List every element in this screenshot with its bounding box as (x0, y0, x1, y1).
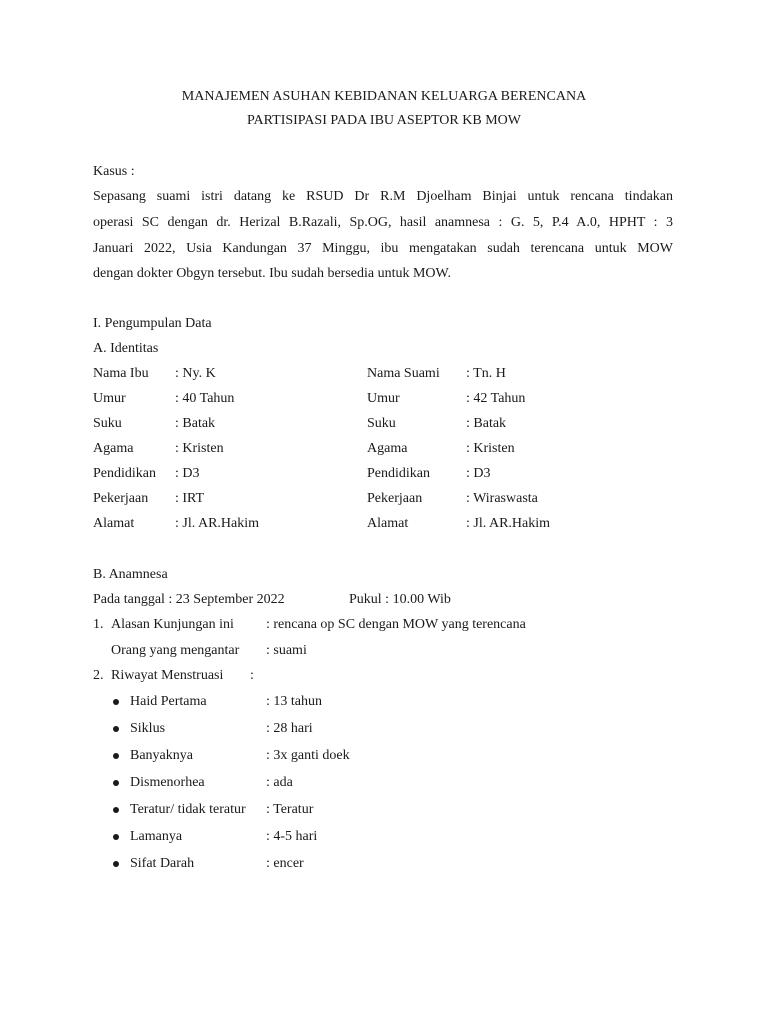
list-item-value: : 13 tahun (266, 694, 322, 709)
ibu-label: Umur (93, 391, 126, 406)
list-item-label: Sifat Darah (130, 856, 195, 871)
ibu-value: : IRT (175, 491, 205, 506)
kasus-line-4: dengan dokter Obgyn tersebut. Ibu sudah bersedia untuk MOW. (93, 266, 451, 281)
ibu-label: Pekerjaan (93, 491, 149, 506)
kasus-heading: Kasus : (93, 164, 135, 179)
suami-value: : Tn. H (466, 366, 506, 381)
list-item-label: Haid Pertama (130, 694, 207, 709)
suami-label: Pendidikan (367, 466, 430, 481)
suami-value: : Wiraswasta (466, 491, 538, 506)
bullet-icon (113, 834, 119, 840)
ibu-label: Pendidikan (93, 466, 156, 481)
list-item-value: : 4-5 hari (266, 829, 318, 844)
pengantar-value: : suami (266, 643, 307, 658)
list-item-value: : 28 hari (266, 721, 313, 736)
list-item-value: : encer (266, 856, 304, 871)
bullet-icon (113, 699, 119, 705)
ibu-label: Alamat (93, 516, 135, 531)
suami-label: Nama Suami (367, 366, 440, 381)
suami-label: Suku (367, 416, 396, 431)
suami-label: Agama (367, 441, 408, 456)
menstruasi-colon: : (250, 668, 254, 683)
bullet-icon (113, 807, 119, 813)
suami-label: Umur (367, 391, 400, 406)
list-item-value: : Teratur (266, 802, 314, 817)
anamnesa-heading: B. Anamnesa (93, 567, 168, 582)
suami-value: : Batak (466, 416, 507, 431)
alasan-label: Alasan Kunjungan ini (111, 617, 234, 632)
identitas-heading: A. Identitas (93, 341, 159, 356)
suami-label: Alamat (367, 516, 409, 531)
pukul-text: Pukul : 10.00 Wib (349, 592, 451, 607)
ibu-value: : Ny. K (175, 366, 216, 381)
title-line-1: MANAJEMEN ASUHAN KEBIDANAN KELUARGA BERENCANA (181, 89, 587, 104)
title-line-2: PARTISIPASI PADA IBU ASEPTOR KB MOW (247, 113, 521, 128)
section-heading: I. Pengumpulan Data (93, 316, 212, 331)
list-item-label: Teratur/ tidak teratur (130, 802, 246, 817)
bullet-icon (113, 726, 119, 732)
pengantar-label: Orang yang mengantar (111, 643, 240, 658)
ibu-label: Nama Ibu (93, 366, 149, 381)
tanggal-text: Pada tanggal : 23 September 2022 (93, 592, 285, 607)
menstruasi-label: Riwayat Menstruasi (111, 668, 224, 683)
ibu-value: : D3 (175, 466, 200, 481)
suami-value: : Kristen (466, 441, 515, 456)
kasus-line-2: operasi SC dengan dr. Herizal B.Razali, Sp.OG, hasil anamnesa : G. 5, P.4 A.0, HPHT : 3 (93, 215, 673, 230)
ibu-value: : Jl. AR.Hakim (175, 516, 260, 531)
kasus-line-3: Januari 2022, Usia Kandungan 37 Minggu, ibu mengatakan sudah terencana untuk MOW (93, 241, 673, 256)
suami-value: : 42 Tahun (466, 391, 526, 406)
list-item-label: Dismenorhea (130, 775, 205, 790)
ibu-value: : 40 Tahun (175, 391, 235, 406)
suami-label: Pekerjaan (367, 491, 423, 506)
alasan-value: : rencana op SC dengan MOW yang terencana (266, 617, 526, 632)
suami-value: : Jl. AR.Hakim (466, 516, 551, 531)
bullet-icon (113, 861, 119, 867)
item-number: 2. (93, 668, 104, 683)
suami-value: : D3 (466, 466, 491, 481)
list-item-label: Siklus (130, 721, 166, 736)
list-item-value: : 3x ganti doek (266, 748, 350, 763)
ibu-label: Agama (93, 441, 134, 456)
ibu-value: : Batak (175, 416, 216, 431)
bullet-icon (113, 780, 119, 786)
kasus-line-1: Sepasang suami istri datang ke RSUD Dr R.M Djoelham Binjai untuk rencana tindakan (93, 189, 673, 204)
item-number: 1. (93, 617, 104, 632)
list-item-label: Lamanya (130, 829, 183, 844)
bullet-icon (113, 753, 119, 759)
list-item-label: Banyaknya (130, 748, 193, 763)
ibu-label: Suku (93, 416, 122, 431)
ibu-value: : Kristen (175, 441, 224, 456)
list-item-value: : ada (266, 775, 293, 790)
